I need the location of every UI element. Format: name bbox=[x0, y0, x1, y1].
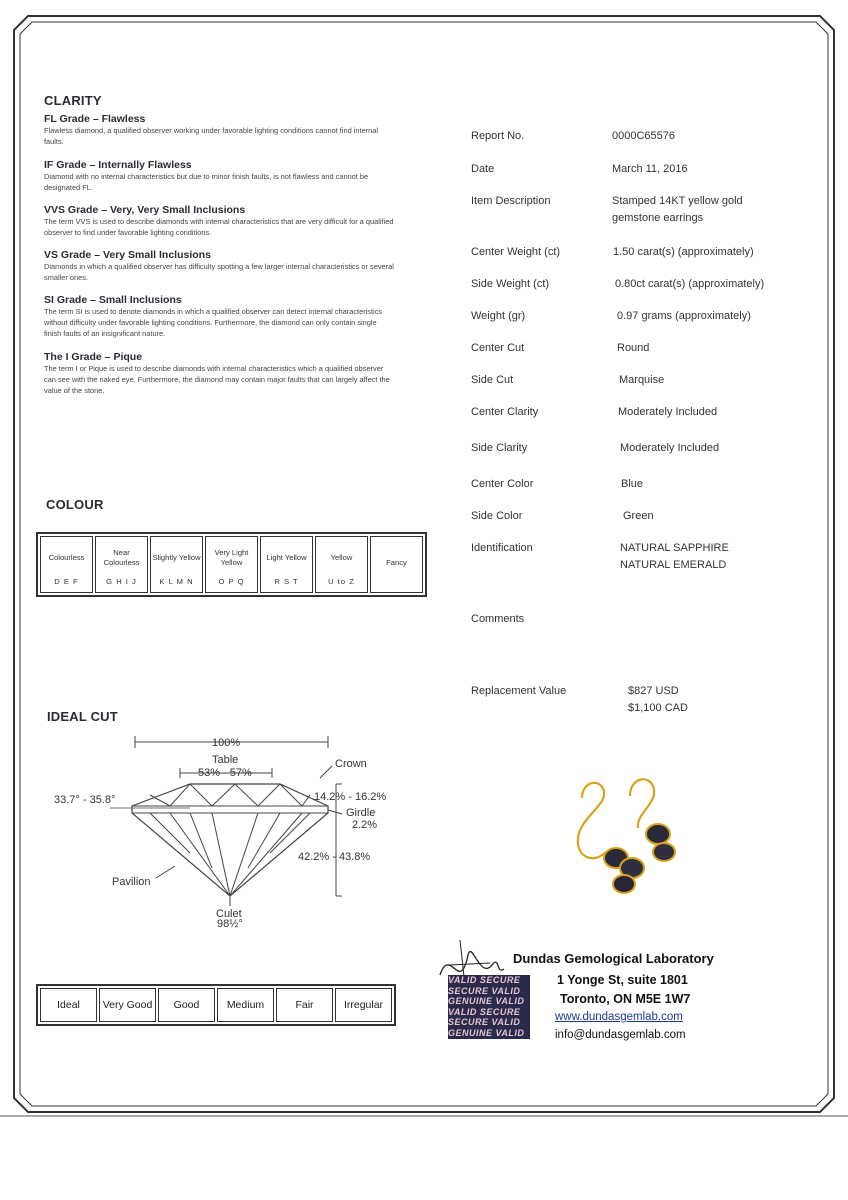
report-value: NATURAL SAPPHIRE NATURAL EMERALD bbox=[620, 542, 729, 571]
clarity-grade-text: The term SI is used to denote diamonds in which a qualified observer can detect internal characteristics without difficulty under favorable lighting conditions. Furthermore, the diamond can only contain single finish faults of an insignificant nature. bbox=[44, 307, 383, 338]
report-value: Blue bbox=[621, 478, 644, 490]
dim-table-range: 53% - 57% bbox=[198, 767, 252, 779]
dim-table-label: Table bbox=[212, 754, 239, 766]
colour-heading: COLOUR bbox=[46, 497, 104, 512]
colour-name: Light Yellow bbox=[266, 552, 307, 562]
cut-grade-cell: Very Good bbox=[99, 988, 156, 1022]
cut-grade-cell: Irregular bbox=[335, 988, 392, 1022]
report-value: Moderately Included bbox=[618, 406, 718, 418]
report-label: Item Description bbox=[471, 195, 551, 207]
earrings-photo bbox=[560, 768, 700, 903]
report-value: Marquise bbox=[619, 374, 665, 386]
clarity-grade-text: The term I or Pique is used to describe diamonds with internal characteristics which a qualified observer can see with the naked eye. Furthermore, the diamond may contain major faults that can largely affect the value of the stone. bbox=[44, 364, 390, 395]
colour-cell bbox=[40, 536, 93, 593]
report-label: Center Weight (ct) bbox=[471, 246, 561, 258]
report-label: Center Color bbox=[471, 478, 534, 490]
colour-cell bbox=[95, 536, 148, 593]
seal-text: VALID SECURE bbox=[448, 1006, 521, 1017]
clarity-grade bbox=[44, 159, 394, 204]
girdle-value: 2.2% bbox=[352, 819, 378, 831]
pavilion-depth: 42.2% - 43.8% bbox=[298, 851, 371, 863]
clarity-heading: CLARITY bbox=[44, 93, 102, 108]
report-label: Side Color bbox=[471, 510, 523, 522]
girdle-label: Girdle bbox=[346, 807, 376, 819]
report-value: 0.97 grams (approximately) bbox=[617, 310, 751, 322]
report-value: 0.80ct carat(s) (approximately) bbox=[615, 278, 765, 290]
report-label: Side Weight (ct) bbox=[471, 278, 550, 290]
cut-grade-cell: Fair bbox=[276, 988, 333, 1022]
culet-label: Culet bbox=[216, 908, 242, 920]
colour-cell bbox=[205, 536, 258, 593]
colour-scale-table bbox=[36, 532, 427, 597]
clarity-grade bbox=[44, 351, 394, 407]
lab-address-line2: Toronto, ON M5E 1W7 bbox=[560, 992, 691, 1006]
seal-text: SECURE VALID bbox=[448, 1017, 521, 1028]
colour-cell bbox=[315, 536, 368, 593]
clarity-grade bbox=[44, 113, 394, 159]
crown-angle: 33.7° - 35.8° bbox=[54, 794, 116, 806]
report-value: Green bbox=[623, 510, 654, 522]
report-label: Identification bbox=[471, 542, 533, 554]
clarity-grade-text: Flawless diamond, a qualified observer working under favorable lighting conditions cannot find internal faults. bbox=[44, 126, 379, 146]
report-label: Side Cut bbox=[471, 374, 514, 386]
clarity-grade bbox=[44, 204, 394, 249]
dim-width: 100% bbox=[212, 737, 241, 749]
clarity-grade-title: VVS Grade – Very, Very Small Inclusions bbox=[44, 204, 246, 216]
clarity-grade-title: FL Grade – Flawless bbox=[44, 113, 146, 125]
report-value: March 11, 2016 bbox=[612, 163, 688, 175]
lab-website-link[interactable]: www.dundasgemlab.com bbox=[555, 1011, 683, 1023]
security-seal bbox=[448, 975, 530, 1039]
colour-name: Yellow bbox=[330, 552, 353, 562]
lab-name: Dundas Gemological Laboratory bbox=[513, 951, 714, 966]
cut-grade-cell: Medium bbox=[217, 988, 274, 1022]
report-value: Round bbox=[617, 342, 650, 354]
report-label: Comments bbox=[471, 613, 525, 625]
clarity-grade-title: SI Grade – Small Inclusions bbox=[44, 294, 182, 306]
culet-value: 98½° bbox=[217, 918, 243, 930]
colour-grade: U to Z bbox=[328, 576, 355, 586]
colour-grade: R S T bbox=[274, 576, 299, 586]
report-label: Report No. bbox=[471, 130, 525, 142]
colour-name: Colourless bbox=[48, 552, 85, 562]
clarity-grade-text: Diamond with no internal characteristics but due to minor finish faults, is not flawless and cannot be designated FL. bbox=[44, 172, 369, 192]
seal-text: GENUINE VALID bbox=[448, 1027, 525, 1038]
report-label: Weight (gr) bbox=[471, 310, 526, 322]
report-value: Moderately Included bbox=[620, 442, 720, 454]
clarity-grade bbox=[44, 249, 394, 294]
ideal-cut-heading: IDEAL CUT bbox=[47, 709, 118, 724]
report-value: 1.50 carat(s) (approximately) bbox=[613, 246, 754, 258]
colour-name: Fancy bbox=[386, 557, 407, 567]
clarity-grade-text: The term VVS is used to describe diamonds with internal characteristics that are very difficult for a qualified observer to find under favorable lighting conditions. bbox=[44, 217, 394, 237]
report-label: Center Cut bbox=[471, 342, 525, 354]
colour-grade: K L M N bbox=[159, 576, 194, 586]
colour-grade: O P Q bbox=[218, 576, 245, 586]
lab-address-line1: 1 Yonge St, suite 1801 bbox=[557, 973, 688, 987]
seal-text: VALID SECURE bbox=[448, 975, 521, 985]
clarity-grade-text: Diamonds in which a qualified observer has difficulty spotting a few larger internal characteristics or several smaller ones. bbox=[44, 262, 394, 282]
pavilion-label: Pavilion bbox=[112, 876, 151, 888]
cut-grade-cell: Good bbox=[158, 988, 215, 1022]
colour-grade: D E F bbox=[54, 576, 79, 586]
cut-grade-table bbox=[36, 984, 396, 1026]
seal-text: GENUINE VALID bbox=[448, 996, 525, 1007]
cut-grade-cell: Ideal bbox=[40, 988, 97, 1022]
clarity-grade bbox=[44, 294, 394, 351]
report-value: Stamped 14KT yellow gold gemstone earrings bbox=[612, 195, 743, 224]
crown-height: 14.2% - 16.2% bbox=[314, 791, 387, 803]
clarity-grade-title: VS Grade – Very Small Inclusions bbox=[44, 249, 211, 261]
colour-name: Very Light Yellow bbox=[214, 547, 249, 567]
report-label: Replacement Value bbox=[471, 685, 567, 697]
colour-name: Near Colourless bbox=[103, 547, 140, 567]
colour-name: Slightly Yellow bbox=[152, 552, 201, 562]
report-label: Center Clarity bbox=[471, 406, 539, 418]
clarity-grades-list bbox=[44, 113, 394, 407]
diamond-proportions-diagram bbox=[40, 728, 420, 938]
lab-email: info@dundasgemlab.com bbox=[555, 1029, 686, 1041]
seal-text: SECURE VALID bbox=[448, 985, 521, 996]
clarity-grade-title: IF Grade – Internally Flawless bbox=[44, 159, 192, 171]
colour-cell bbox=[370, 536, 423, 593]
colour-cell bbox=[260, 536, 313, 593]
report-value: 0000C65576 bbox=[612, 130, 676, 142]
report-label: Side Clarity bbox=[471, 442, 528, 454]
colour-grade: G H I J bbox=[106, 576, 137, 586]
report-label: Date bbox=[471, 163, 495, 175]
crown-label: Crown bbox=[335, 758, 367, 770]
colour-cell bbox=[150, 536, 203, 593]
clarity-grade-title: The I Grade – Pique bbox=[44, 351, 143, 363]
report-value: $827 USD $1,100 CAD bbox=[628, 685, 688, 714]
